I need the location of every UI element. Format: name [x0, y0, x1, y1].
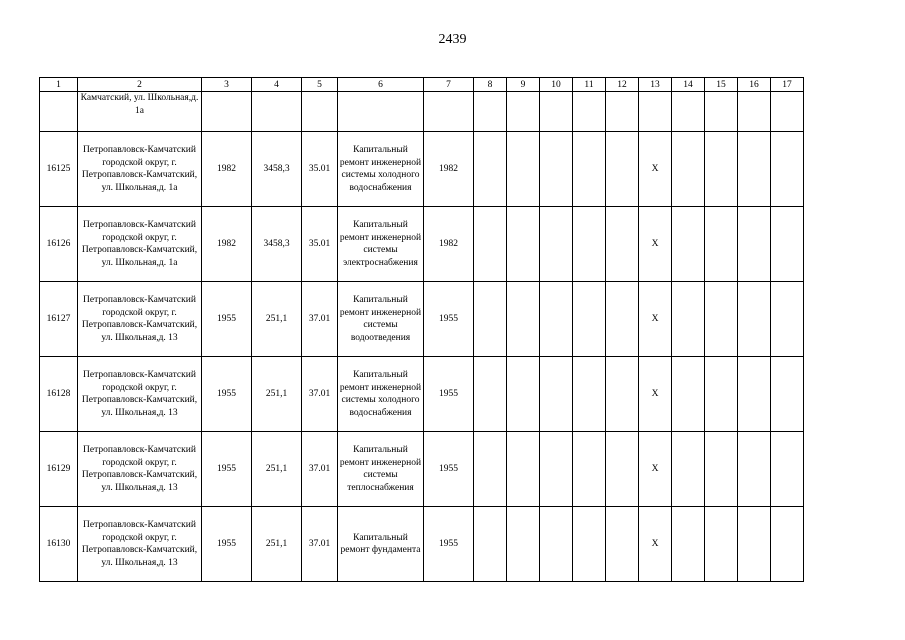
- cell-address: Камчатский, ул. Школьная,д. 1а: [78, 92, 202, 132]
- cell-empty: [606, 282, 639, 357]
- cell-area: 251,1: [252, 357, 302, 432]
- column-header: 14: [672, 78, 705, 92]
- cell-empty: [507, 92, 540, 132]
- cell-year: 1982: [202, 207, 252, 282]
- cell-mark: X: [639, 207, 672, 282]
- cell-plan-year: 1955: [424, 282, 474, 357]
- cell-empty: [705, 432, 738, 507]
- cell-empty: [771, 357, 804, 432]
- column-header: 9: [507, 78, 540, 92]
- column-header: 17: [771, 78, 804, 92]
- cell-mark: X: [639, 432, 672, 507]
- cell-mark: X: [639, 132, 672, 207]
- table-header: [40, 78, 804, 92]
- cell-address: Петропавловск-Камчатский городской округ, г. Петропавловск-Камчатский, ул. Школьная,д. 13: [78, 282, 202, 357]
- cell-empty: [474, 207, 507, 282]
- cell-plan-year: 1955: [424, 507, 474, 582]
- table-body: [40, 92, 804, 582]
- cell-empty: [338, 92, 424, 132]
- cell-empty: [672, 507, 705, 582]
- cell-empty: [738, 207, 771, 282]
- cell-empty: [540, 357, 573, 432]
- cell-id: 16128: [40, 357, 78, 432]
- cell-empty: [540, 92, 573, 132]
- cell-empty: [507, 207, 540, 282]
- cell-empty: [705, 207, 738, 282]
- cell-year: 1955: [202, 507, 252, 582]
- cell-year: 1955: [202, 282, 252, 357]
- cell-empty: [738, 92, 771, 132]
- cell-empty: [474, 132, 507, 207]
- cell-empty: [738, 507, 771, 582]
- cell-code: 37.01: [302, 507, 338, 582]
- cell-empty: [771, 132, 804, 207]
- cell-address: Петропавловск-Камчатский городской округ, г. Петропавловск-Камчатский, ул. Школьная,д. 13: [78, 432, 202, 507]
- cell-empty: [474, 92, 507, 132]
- cell-empty: [606, 92, 639, 132]
- cell-work: Капитальный ремонт инженерной системы холодного водоснабжения: [338, 132, 424, 207]
- cell-id: 16130: [40, 507, 78, 582]
- cell-work: Капитальный ремонт инженерной системы холодного водоснабжения: [338, 357, 424, 432]
- cell-code: 37.01: [302, 357, 338, 432]
- registry-table: [39, 77, 804, 582]
- cell-address: Петропавловск-Камчатский городской округ, г. Петропавловск-Камчатский, ул. Школьная,д. 1а: [78, 207, 202, 282]
- cell-empty: [540, 432, 573, 507]
- cell-code: 35.01: [302, 207, 338, 282]
- cell-area: 251,1: [252, 432, 302, 507]
- cell-empty: [540, 207, 573, 282]
- cell-year: 1982: [202, 132, 252, 207]
- cell-mark: X: [639, 507, 672, 582]
- cell-area: 3458,3: [252, 132, 302, 207]
- cell-year: 1955: [202, 357, 252, 432]
- cell-address: Петропавловск-Камчатский городской округ, г. Петропавловск-Камчатский, ул. Школьная,д. 1а: [78, 132, 202, 207]
- page-number: 2439: [438, 32, 467, 47]
- cell-empty: [738, 132, 771, 207]
- cell-empty: [606, 507, 639, 582]
- cell-id: 16126: [40, 207, 78, 282]
- cell-id: [40, 92, 78, 132]
- cell-id: 16129: [40, 432, 78, 507]
- header-row: [40, 78, 804, 92]
- cell-empty: [738, 282, 771, 357]
- cell-plan-year: 1982: [424, 132, 474, 207]
- column-header: 12: [606, 78, 639, 92]
- column-header: 15: [705, 78, 738, 92]
- cell-work: Капитальный ремонт инженерной системы теплоснабжения: [338, 432, 424, 507]
- cell-empty: [507, 357, 540, 432]
- cell-work: Капитальный ремонт инженерной системы водоотведения: [338, 282, 424, 357]
- cell-empty: [573, 92, 606, 132]
- column-header: 2: [78, 78, 202, 92]
- cell-empty: [507, 282, 540, 357]
- cell-empty: [606, 132, 639, 207]
- table-row: [40, 207, 804, 282]
- cell-empty: [606, 357, 639, 432]
- cell-work: Капитальный ремонт инженерной системы электроснабжения: [338, 207, 424, 282]
- cell-plan-year: 1955: [424, 432, 474, 507]
- table-row: [40, 282, 804, 357]
- cell-empty: [474, 432, 507, 507]
- column-header: 13: [639, 78, 672, 92]
- cell-empty: [573, 432, 606, 507]
- cell-empty: [672, 282, 705, 357]
- table-row: [40, 432, 804, 507]
- cell-code: 37.01: [302, 432, 338, 507]
- cell-empty: [540, 507, 573, 582]
- cell-empty: [705, 132, 738, 207]
- cell-empty: [672, 132, 705, 207]
- cell-empty: [705, 507, 738, 582]
- cell-empty: [202, 92, 252, 132]
- column-header: 6: [338, 78, 424, 92]
- cell-empty: [302, 92, 338, 132]
- cell-area: 251,1: [252, 282, 302, 357]
- column-header: 4: [252, 78, 302, 92]
- cell-empty: [738, 432, 771, 507]
- cell-empty: [252, 92, 302, 132]
- cell-id: 16127: [40, 282, 78, 357]
- cell-empty: [507, 507, 540, 582]
- cell-code: 37.01: [302, 282, 338, 357]
- column-header: 7: [424, 78, 474, 92]
- cell-mark: X: [639, 357, 672, 432]
- cell-address: Петропавловск-Камчатский городской округ, г. Петропавловск-Камчатский, ул. Школьная,д. 13: [78, 507, 202, 582]
- cell-empty: [672, 357, 705, 432]
- cell-code: 35.01: [302, 132, 338, 207]
- cell-empty: [705, 357, 738, 432]
- cell-empty: [573, 507, 606, 582]
- cell-empty: [573, 132, 606, 207]
- cell-empty: [738, 357, 771, 432]
- table-row: [40, 507, 804, 582]
- cell-empty: [573, 207, 606, 282]
- cell-empty: [573, 357, 606, 432]
- table-row: [40, 132, 804, 207]
- column-header: 10: [540, 78, 573, 92]
- cell-empty: [705, 282, 738, 357]
- cell-plan-year: 1982: [424, 207, 474, 282]
- column-header: 5: [302, 78, 338, 92]
- cell-empty: [771, 432, 804, 507]
- cell-empty: [540, 282, 573, 357]
- cell-empty: [771, 507, 804, 582]
- cell-empty: [672, 432, 705, 507]
- cell-empty: [474, 357, 507, 432]
- cell-area: 3458,3: [252, 207, 302, 282]
- cell-work: Капитальный ремонт фундамента: [338, 507, 424, 582]
- cell-area: 251,1: [252, 507, 302, 582]
- cell-address: Петропавловск-Камчатский городской округ, г. Петропавловск-Камчатский, ул. Школьная,д. 13: [78, 357, 202, 432]
- cell-empty: [771, 282, 804, 357]
- cell-empty: [573, 282, 606, 357]
- cell-empty: [771, 207, 804, 282]
- table-row: [40, 357, 804, 432]
- cell-id: 16125: [40, 132, 78, 207]
- cell-empty: [672, 207, 705, 282]
- cell-empty: [672, 92, 705, 132]
- cell-empty: [639, 92, 672, 132]
- cell-plan-year: 1955: [424, 357, 474, 432]
- continuation-row: [40, 92, 804, 132]
- column-header: 3: [202, 78, 252, 92]
- cell-empty: [540, 132, 573, 207]
- column-header: 1: [40, 78, 78, 92]
- cell-empty: [474, 507, 507, 582]
- cell-empty: [705, 92, 738, 132]
- column-header: 8: [474, 78, 507, 92]
- cell-mark: X: [639, 282, 672, 357]
- cell-empty: [606, 432, 639, 507]
- cell-empty: [771, 92, 804, 132]
- cell-empty: [507, 432, 540, 507]
- cell-empty: [424, 92, 474, 132]
- cell-empty: [507, 132, 540, 207]
- cell-empty: [606, 207, 639, 282]
- column-header: 16: [738, 78, 771, 92]
- cell-year: 1955: [202, 432, 252, 507]
- column-header: 11: [573, 78, 606, 92]
- cell-empty: [474, 282, 507, 357]
